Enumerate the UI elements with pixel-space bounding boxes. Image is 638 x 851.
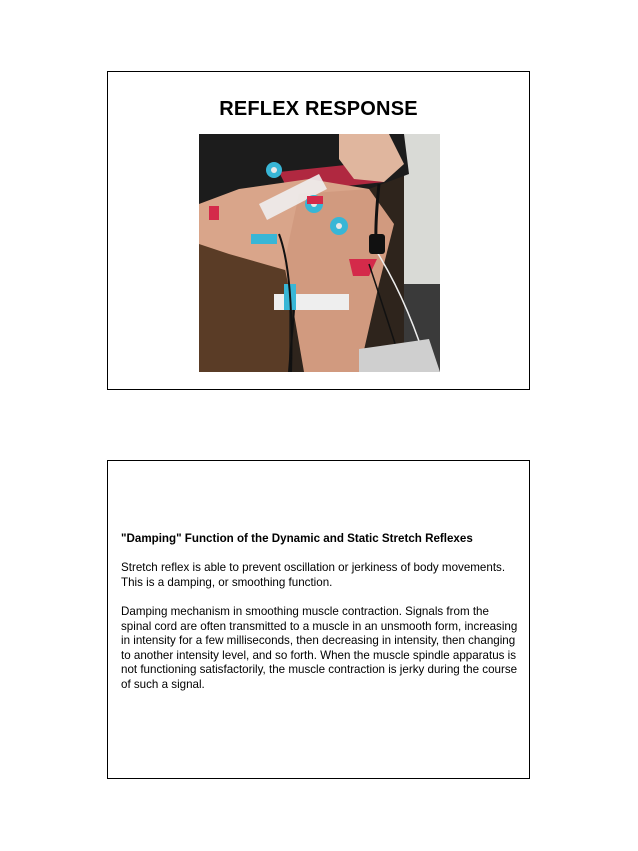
photo-illustration xyxy=(199,134,440,372)
slide-damping-function xyxy=(107,460,530,779)
slide-text xyxy=(121,532,521,707)
slide-heading: "Damping" Function of the Dynamic and Static Stretch Reflexes xyxy=(121,532,473,545)
paragraph-stretch-reflex: Stretch reflex is able to prevent oscillation or jerkiness of body movements. This is a damping, or smoothing function. xyxy=(121,561,506,589)
slide-reflex-response xyxy=(107,71,530,390)
knee-electrode-photo xyxy=(199,134,440,372)
paragraph-damping-mechanism: Damping mechanism in smoothing muscle contraction. Signals from the spinal cord are often transmitted to a muscle in an unsmooth form, increasing in intensity for a few milliseconds, then decreasing in intensity, then changing to another intensity level, and so forth. When the muscle spindle apparatus is not functioning satisfactorily, the muscle contraction is jerky during the course of such a signal. xyxy=(121,604,518,691)
slide-title: REFLEX RESPONSE xyxy=(219,98,418,120)
